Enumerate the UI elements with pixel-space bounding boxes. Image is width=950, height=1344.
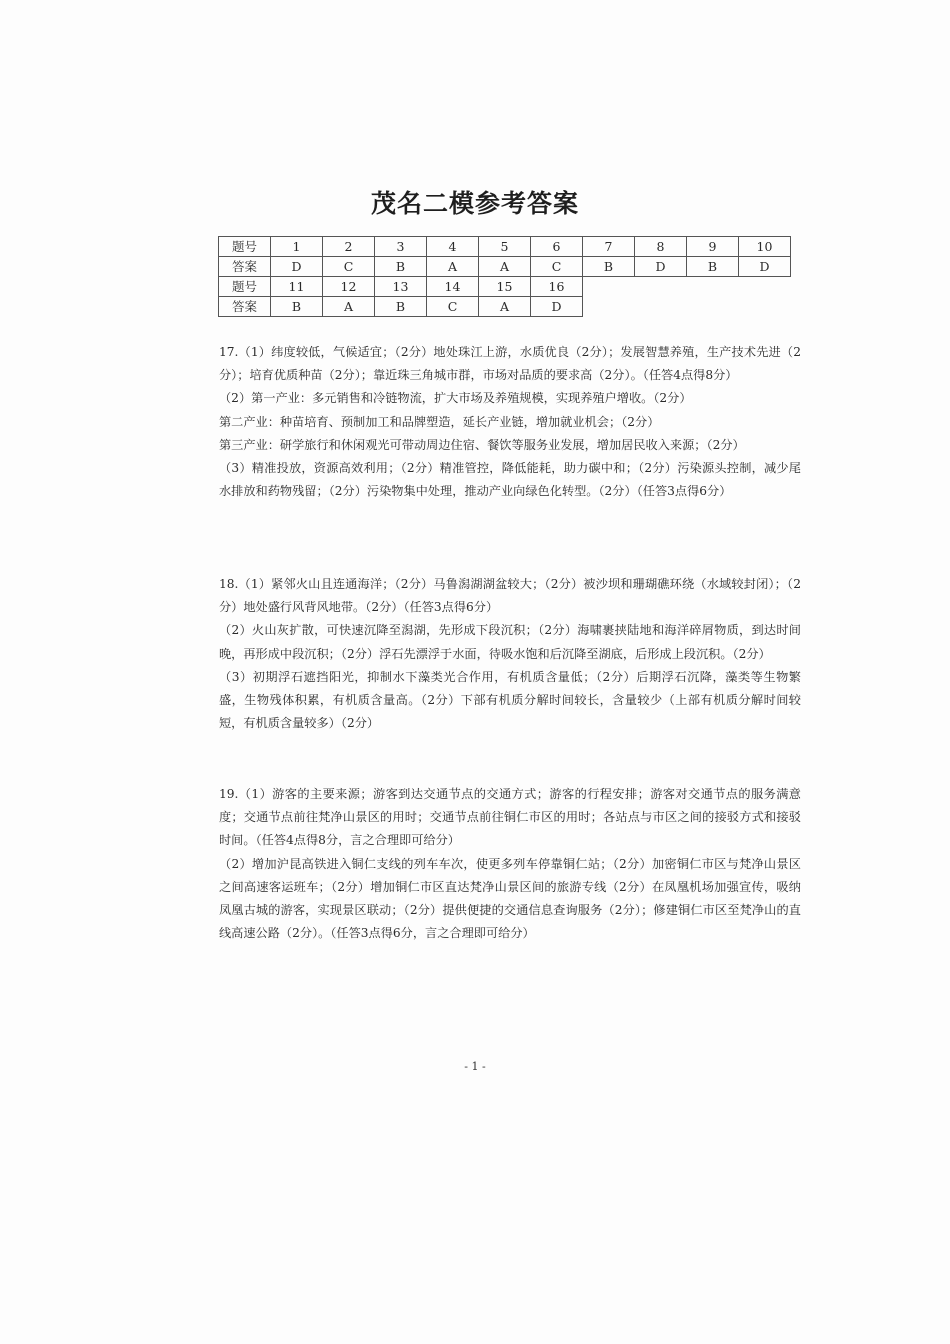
table-empty-cell xyxy=(739,297,791,317)
table-empty-cell xyxy=(635,277,687,297)
page-number: - 1 - xyxy=(464,1060,486,1073)
table-cell: C xyxy=(531,257,583,277)
answer-paragraph: 17.（1）纬度较低，气候适宜；（2分）地处珠江上游，水质优良（2分）；发展智慧养殖，生产技术先进（2分）；培育优质种苗（2分）；靠近珠三角城市群，市场对品质的要求高（2分）。（任答4点得8分） xyxy=(219,345,801,383)
table-cell: D xyxy=(635,257,687,277)
answer-paragraph: （2）火山灰扩散，可快速沉降至潟湖，先形成下段沉积；（2分）海啸裹挟陆地和海洋碎屑物质，到达时间晚，再形成中段沉积；（2分）浮石先漂浮于水面，待吸水饱和后沉降至湖底，后形成上段沉积。（2分） xyxy=(219,623,801,661)
table-cell: B xyxy=(375,257,427,277)
table-cell: B xyxy=(687,257,739,277)
answer-paragraph: （3）精准投放，资源高效利用；（2分）精准管控，降低能耗，助力碳中和；（2分）污染源头控制，减少尾水排放和药物残留；（2分）污染物集中处理，推动产业向绿色化转型。（2分）（任答3点得6分） xyxy=(219,461,801,499)
table-cell: A xyxy=(479,297,531,317)
table-header-cell: 答案 xyxy=(219,297,271,317)
table-cell: B xyxy=(375,297,427,317)
table-cell: 6 xyxy=(531,237,583,257)
table-cell: 4 xyxy=(427,237,479,257)
table-cell: 15 xyxy=(479,277,531,297)
page-title: 茂名二模参考答案 xyxy=(370,189,579,218)
answer-paragraph: 19.（1）游客的主要来源；游客到达交通节点的交通方式；游客的行程安排；游客对交通节点的服务满意度；交通节点前往梵净山景区的用时；交通节点前往铜仁市区的用时；各站点与市区之间的接驳方式和接驳时间。（任答4点得8分，言之合理即可给分） xyxy=(219,787,801,848)
table-empty-cell xyxy=(635,297,687,317)
table-cell: C xyxy=(427,297,479,317)
table-header-cell: 题号 xyxy=(219,237,271,257)
table-empty-cell xyxy=(687,297,739,317)
table-cell: A xyxy=(323,297,375,317)
table-cell: D xyxy=(271,257,323,277)
table-cell: 12 xyxy=(323,277,375,297)
table-cell: D xyxy=(739,257,791,277)
table-cell: 3 xyxy=(375,237,427,257)
table-empty-cell xyxy=(687,277,739,297)
table-cell: 14 xyxy=(427,277,479,297)
table-row xyxy=(219,297,791,317)
table-cell: 10 xyxy=(739,237,791,257)
answer-paragraph: 18.（1）紧邻火山且连通海洋；（2分）马鲁潟湖湖盆较大；（2分）被沙坝和珊瑚礁环绕（水域较封闭）；（2分）地处盛行风背风地带。（2分）（任答3点得6分） xyxy=(219,577,801,615)
answer-paragraph: （2）增加沪昆高铁进入铜仁支线的列车车次，使更多列车停靠铜仁站；（2分）加密铜仁市区与梵净山景区之间高速客运班车；（2分）增加铜仁市区直达梵净山景区间的旅游专线（2分）在凤凰机场加强宣传，吸纳凤凰古城的游客，实现景区联动；（2分）提供便捷的交通信息查询服务（2分）；修建铜仁市区至梵净山的直线高速公路（2分）。（任答3点得6分，言之合理即可给分） xyxy=(219,856,801,941)
answer-table xyxy=(218,236,791,317)
answer-paragraph: （2）第一产业：多元销售和冷链物流，扩大市场及养殖规模，实现养殖户增收。（2分） xyxy=(219,391,692,406)
table-cell: B xyxy=(271,297,323,317)
table-cell: 2 xyxy=(323,237,375,257)
answer-section-18 xyxy=(219,573,801,735)
answer-paragraph: 第二产业：种苗培育、预制加工和品牌塑造，延长产业链，增加就业机会；（2分） xyxy=(219,414,660,429)
table-empty-cell xyxy=(583,277,635,297)
table-cell: D xyxy=(531,297,583,317)
table-row xyxy=(219,257,791,277)
table-cell: 16 xyxy=(531,277,583,297)
table-empty-cell xyxy=(739,277,791,297)
table-cell: 5 xyxy=(479,237,531,257)
table-cell: 1 xyxy=(271,237,323,257)
table-cell: 8 xyxy=(635,237,687,257)
table-cell: 7 xyxy=(583,237,635,257)
table-header-cell: 题号 xyxy=(219,277,271,297)
table-cell: 13 xyxy=(375,277,427,297)
table-cell: C xyxy=(323,257,375,277)
answer-paragraph: （3）初期浮石遮挡阳光，抑制水下藻类光合作用，有机质含量低；（2分）后期浮石沉降，藻类等生物繁盛，生物残体积累，有机质含量高。（2分）下部有机质分解时间较长，含量较少（上部有机质分解时间较短，有机质含量较多）（2分） xyxy=(219,669,801,731)
table-cell: B xyxy=(583,257,635,277)
table-row xyxy=(219,277,791,297)
table-row xyxy=(219,237,791,257)
answer-section-19 xyxy=(219,783,801,945)
table-cell: 11 xyxy=(271,277,323,297)
table-empty-cell xyxy=(583,297,635,317)
table-cell: A xyxy=(479,257,531,277)
answer-paragraph: 第三产业：研学旅行和休闲观光可带动周边住宿、餐饮等服务业发展，增加居民收入来源；（2分） xyxy=(219,437,745,452)
table-cell: 9 xyxy=(687,237,739,257)
table-header-cell: 答案 xyxy=(219,257,271,277)
table-cell: A xyxy=(427,257,479,277)
answer-section-17 xyxy=(219,341,801,503)
